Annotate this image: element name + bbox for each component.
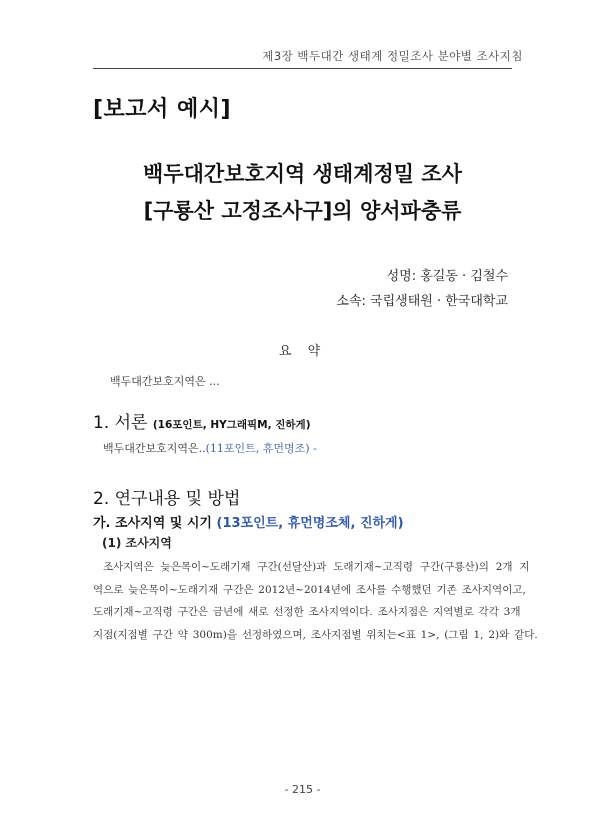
section-2-heading: 2. 연구내용 및 방법	[93, 489, 241, 509]
subsection-heading	[93, 512, 404, 531]
subsection-title: 가. 조사지역 및 시기	[93, 516, 212, 531]
section-1-body-text: 백두대간보호지역은..	[103, 442, 206, 455]
page-number: - 215 -	[284, 783, 321, 796]
subsection-format-note: (13포인트, 휴먼명조체, 진하게)	[216, 516, 404, 531]
section-1-heading	[93, 408, 311, 433]
paragraph-line: 조사지역은 늦은목이~도래기재 구간(선달산)과 도래기재~고직령 구간(구룡산)의 2개 지	[103, 561, 530, 573]
abstract-heading: 요 약	[278, 344, 327, 359]
subsubsection-heading: (1) 조사지역	[102, 536, 172, 550]
header-divider	[93, 68, 512, 69]
abstract-body: 백두대간보호지역은 ...	[110, 375, 220, 388]
paragraph-line: 지점(지점별 구간 약 300m)을 선정하였으며, 조사지점별 위치는<표 1>, (그림 1, 2)와 같다.	[93, 628, 538, 641]
section-1-body-format-note: (11포인트, 휴먼명조) -	[205, 442, 317, 455]
running-header: 제3장 백두대간 생태계 정밀조사 분야별 조사지침	[262, 49, 523, 63]
paragraph-line: 도래기재~고직령 구간은 금년에 새로 선정한 조사지역이다. 조사지점은 지역별로 각각 3개	[93, 606, 521, 618]
section-1-format-note: (16포인트, HY그래픽M, 진하게)	[152, 419, 311, 431]
study-area-paragraph	[93, 556, 538, 646]
report-title-line-1: 백두대간보호지역 생태계정밀 조사	[143, 162, 462, 186]
report-example-tag: [보고서 예시]	[93, 97, 232, 122]
section-1-body	[103, 440, 317, 456]
author-names: 성명: 홍길동 · 김철수	[386, 269, 508, 284]
paragraph-line: 역으로 늦은목이~도래기재 구간은 2012년~2014년에 조사를 수행했던 기존 조사지역이고,	[93, 583, 526, 596]
author-affiliation: 소속: 국립생태원 · 한국대학교	[336, 294, 508, 309]
section-1-title: 1. 서론	[93, 413, 148, 433]
report-title-line-2: [구룡산 고정조사구]의 양서파충류	[143, 199, 462, 223]
